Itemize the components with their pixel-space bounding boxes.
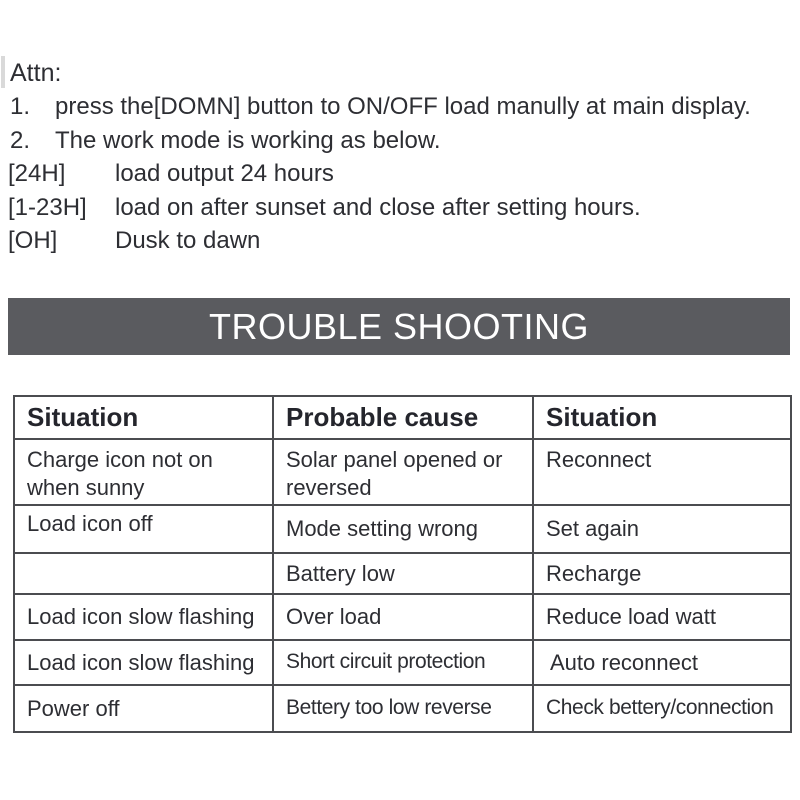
table-cell-solution: Auto reconnect	[533, 640, 791, 685]
table-cell-situation	[14, 553, 273, 594]
mode-description: Dusk to dawn	[115, 227, 261, 255]
trouble-shooting-banner	[8, 298, 790, 355]
table-cell-cause: Short circuit protection	[273, 640, 533, 685]
table-row	[14, 553, 791, 594]
table-cell-solution: Recharge	[533, 553, 791, 594]
table-cell-cause: Mode setting wrong	[273, 505, 533, 553]
instruction-item-1	[10, 90, 790, 123]
table-row	[14, 505, 791, 553]
header-probable-cause: Probable cause	[273, 396, 533, 439]
table-row	[14, 685, 791, 732]
mode-definition-oh	[10, 224, 790, 257]
table-cell-situation: Charge icon not on when sunny	[14, 439, 273, 505]
table-row	[14, 439, 791, 505]
mode-label: [OH]	[8, 227, 58, 255]
table-cell-cause: Over load	[273, 594, 533, 640]
table-cell-situation: Power off	[14, 685, 273, 732]
table-cell-solution: Reconnect	[533, 439, 791, 505]
table-cell-situation: Load icon slow flashing	[14, 640, 273, 685]
table-cell-situation: Load icon slow flashing	[14, 594, 273, 640]
mode-description: load output 24 hours	[115, 160, 334, 188]
table-cell-solution: Reduce load watt	[533, 594, 791, 640]
item-number: 2.	[10, 126, 31, 154]
scan-artifact	[1, 56, 5, 88]
header-situation: Situation	[14, 396, 273, 439]
table-cell-cause: Battery low	[273, 553, 533, 594]
table-row	[14, 594, 791, 640]
banner-title: TROUBLE SHOOTING	[208, 305, 590, 347]
table-row	[14, 640, 791, 685]
attention-title: Attn:	[10, 59, 62, 87]
mode-description: load on after sunset and close after setting hours.	[115, 193, 641, 221]
attention-section	[10, 57, 790, 257]
item-number: 1.	[10, 93, 31, 121]
mode-label: [1-23H]	[8, 193, 87, 221]
header-situation-2: Situation	[533, 396, 791, 439]
table-cell-cause: Bettery too low reverse	[273, 685, 533, 732]
table-cell-cause: Solar panel opened or reversed	[273, 439, 533, 505]
table-cell-situation: Load icon off	[14, 505, 273, 553]
item-text: The work mode is working as below.	[55, 126, 441, 154]
troubleshooting-table	[13, 395, 792, 733]
instruction-item-2	[10, 124, 790, 157]
table-cell-solution: Check bettery/connection	[533, 685, 791, 732]
mode-label: [24H]	[8, 160, 66, 188]
mode-definition-24h	[10, 157, 790, 190]
mode-definition-1-23h	[10, 191, 790, 224]
table-cell-solution: Set again	[533, 505, 791, 553]
item-text: press the[DOMN] button to ON/OFF load manully at main display.	[55, 93, 751, 121]
table-header-row	[14, 396, 791, 439]
